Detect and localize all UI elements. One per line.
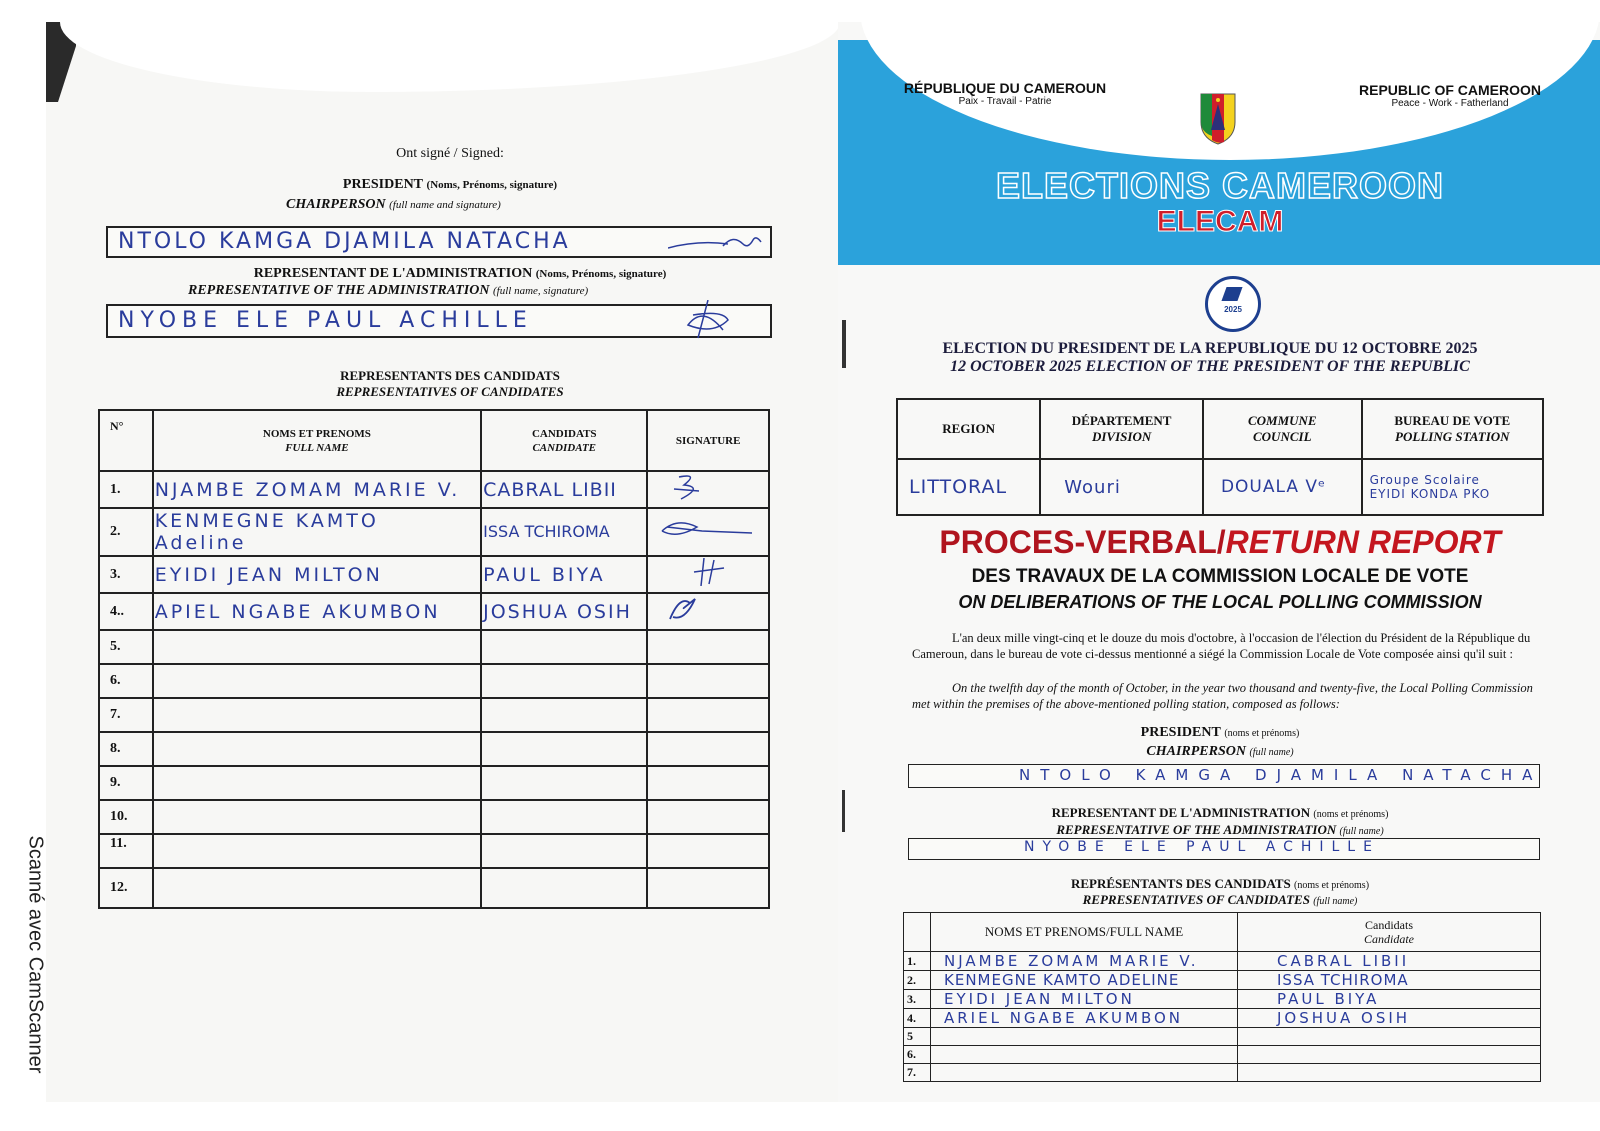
election-title-en: 12 OCTOBER 2025 ELECTION OF THE PRESIDENT OF THE REPUBLIC: [950, 358, 1470, 375]
table-row: [904, 1028, 1541, 1046]
chairperson-note-en: (full name and signature): [389, 199, 501, 211]
row-number: 3.: [904, 990, 931, 1009]
table-row: [99, 630, 769, 664]
chairperson-note-en: (full name): [1249, 747, 1294, 758]
candidate-cell[interactable]: [481, 664, 647, 698]
motto-en: Peace - Work - Fatherland: [1391, 98, 1509, 109]
polling-station-line1: Groupe Scolaire: [1369, 473, 1480, 487]
name-cell[interactable]: [153, 471, 481, 508]
signature-cell[interactable]: [647, 800, 769, 834]
camscanner-watermark: [10, 818, 47, 1098]
col-candidate: [481, 410, 647, 471]
right-candidates-title-en: [890, 892, 1550, 908]
candidate-cell[interactable]: [481, 508, 647, 556]
table-row: [99, 593, 769, 630]
report-title: [890, 524, 1550, 561]
election-title: [880, 340, 1540, 376]
candidate-cell[interactable]: [1238, 1064, 1541, 1082]
candidate-cell[interactable]: [481, 834, 647, 868]
polling-station-cell[interactable]: [1362, 459, 1543, 515]
table-row: [904, 1064, 1541, 1082]
intro-fr: L'an deux mille vingt-cinq et le douze du mois d'octobre, à l'occasion de l'élection du Président de la République du Cameroun, dans le bureau de vote ci-dessus mentionné a siégé la Commission Locale de Vote composée ainsi qu'il suit :: [912, 631, 1531, 661]
name-cell[interactable]: [153, 630, 481, 664]
col-council-en: COUNCIL: [1253, 429, 1312, 444]
president-note-fr: (Noms, Prénoms, signature): [426, 179, 558, 191]
signed-heading: [300, 146, 600, 162]
row-number: 10.: [99, 800, 153, 834]
col-full-name-en: FULL NAME: [285, 441, 349, 454]
table-header-row: [99, 410, 769, 471]
candidates-title-en: REPRESENTATIVES OF CANDIDATES: [1082, 892, 1310, 907]
signature-cell[interactable]: [647, 698, 769, 732]
row-number: 4..: [99, 593, 153, 630]
left-admin-name: NYOBE ELE PAUL ACHILLE: [118, 308, 533, 333]
admin-note-fr: (Noms, Prénoms, signature): [535, 268, 667, 280]
table-row: [99, 471, 769, 508]
row-number: 2.: [904, 971, 931, 990]
col-signature: SIGNATURE: [647, 410, 769, 471]
row-number: 1.: [904, 952, 931, 971]
location-header-row: [897, 399, 1543, 459]
country-en: REPUBLIC OF CAMEROON: [1359, 82, 1541, 98]
left-president-name: NTOLO KAMGA DJAMILA NATACHA: [118, 229, 571, 254]
signature-cell[interactable]: [647, 508, 769, 556]
name-cell[interactable]: [153, 664, 481, 698]
admin-title-en: REPRESENTATIVE OF THE ADMINISTRATION: [1056, 822, 1337, 837]
name-cell[interactable]: [931, 952, 1238, 971]
right-president-name: NTOLO KAMGA DJAMILA NATACHA: [1019, 766, 1543, 784]
name-cell[interactable]: [931, 1028, 1238, 1046]
table-row: [99, 800, 769, 834]
watermark-text: Scanné avec CamScanner: [24, 835, 47, 1074]
candidate-name: ISSA TCHIROMA: [483, 522, 610, 541]
table-row: [99, 834, 769, 868]
signature-icon: [669, 473, 709, 501]
name-cell[interactable]: [153, 766, 481, 800]
row-number: 6.: [904, 1046, 931, 1064]
row-number: 11.: [99, 834, 153, 868]
region-cell[interactable]: [897, 459, 1040, 515]
table-row: [904, 1009, 1541, 1028]
division-value: Wouri: [1064, 476, 1121, 498]
candidate-cell[interactable]: [1238, 1028, 1541, 1046]
candidate-cell[interactable]: [481, 698, 647, 732]
row-number: 7.: [99, 698, 153, 732]
candidate-cell[interactable]: [1238, 952, 1541, 971]
signature-icon: [689, 558, 729, 586]
name-cell[interactable]: [931, 1064, 1238, 1082]
candidate-cell[interactable]: [1238, 990, 1541, 1009]
candidate-cell[interactable]: [1238, 1009, 1541, 1028]
row-number: 1.: [99, 471, 153, 508]
polling-station-line2: EYIDI KONDA PKO: [1369, 487, 1491, 501]
admin-title-fr: REPRESENTANT DE L'ADMINISTRATION: [1051, 805, 1311, 820]
staple-top: [842, 320, 846, 368]
candidates-title-fr: REPRESENTANTS DES CANDIDATS: [340, 368, 560, 383]
col-number: N°: [99, 410, 153, 471]
rep-name: NJAMBE ZOMAM MARIE V.: [154, 478, 461, 501]
country-fr: RÉPUBLIQUE DU CAMEROUN: [903, 80, 1107, 96]
signature-icon: [665, 595, 705, 623]
left-admin-title-en: [188, 283, 688, 299]
chairperson-title-en: CHAIRPERSON: [1146, 744, 1246, 759]
election-title-fr: ELECTION DU PRESIDENT DE LA REPUBLIQUE DU 12 OCTOBRE 2025: [942, 340, 1478, 357]
rep-name: ARIEL NGABE AKUMBON: [944, 1009, 1184, 1027]
motto-fr: Paix - Travail - Patrie: [958, 96, 1052, 107]
col-candidate-en: Candidate: [1364, 932, 1414, 946]
candidate-cell[interactable]: [481, 732, 647, 766]
region-value: LITTORAL: [909, 476, 1008, 498]
candidates-title-en: REPRESENTATIVES OF CANDIDATES: [336, 384, 564, 399]
header-right-country: [1340, 82, 1560, 109]
right-candidates-title: [890, 876, 1550, 892]
name-cell[interactable]: [153, 698, 481, 732]
chairperson-title-en: CHAIRPERSON: [286, 197, 386, 212]
admin-title-en: REPRESENTATIVE OF THE ADMINISTRATION: [188, 283, 490, 298]
table-row: [99, 664, 769, 698]
right-admin-name: NYOBE ELE PAUL ACHILLE: [1024, 839, 1380, 855]
name-cell[interactable]: [153, 508, 481, 556]
candidate-cell[interactable]: [1238, 971, 1541, 990]
col-region: [897, 399, 1040, 459]
president-title-fr: PRESIDENT: [1140, 725, 1221, 740]
col-polling-fr: BUREAU DE VOTE: [1394, 413, 1511, 428]
council-cell[interactable]: [1203, 459, 1362, 515]
col-candidate-fr: CANDIDATS: [531, 427, 597, 440]
row-number: 5.: [99, 630, 153, 664]
rep-name: NJAMBE ZOMAM MARIE V.: [944, 952, 1199, 970]
right-admin-title-en: [890, 822, 1550, 838]
col-council-fr: COMMUNE: [1247, 413, 1317, 428]
signature-cell[interactable]: [647, 471, 769, 508]
row-number: 5: [904, 1028, 931, 1046]
row-number: 4.: [904, 1009, 931, 1028]
left-president-name-box[interactable]: [106, 226, 772, 258]
name-cell[interactable]: [153, 593, 481, 630]
admin-title-fr: REPRESENTANT DE L'ADMINISTRATION: [253, 266, 533, 281]
council-value: DOUALA Vᵉ: [1220, 477, 1327, 497]
signature-cell[interactable]: [647, 766, 769, 800]
election-seal-icon: [1205, 276, 1261, 332]
candidates-title-fr: REPRÉSENTANTS DES CANDIDATS: [1070, 876, 1291, 891]
signature-cell[interactable]: [647, 834, 769, 868]
right-admin-title: [890, 805, 1550, 821]
left-candidates-title: [200, 368, 700, 400]
cand-header-row: [904, 913, 1541, 952]
left-admin-title: [160, 266, 760, 282]
table-row: [904, 990, 1541, 1009]
signed-heading-text: Ont signé / Signed:: [396, 146, 504, 161]
col-full-name: NOMS ET PRENOMS/FULL NAME: [931, 913, 1238, 952]
coat-of-arms-icon: [1197, 86, 1239, 146]
admin-note-en: (full name, signature): [492, 285, 589, 297]
name-cell[interactable]: [931, 990, 1238, 1009]
col-council: [1203, 399, 1362, 459]
signature-cell[interactable]: [647, 664, 769, 698]
signature-cell[interactable]: [647, 868, 769, 908]
left-president-title: [180, 177, 720, 193]
report-title-en: RETURN REPORT: [1225, 524, 1501, 560]
col-division: [1040, 399, 1203, 459]
location-table: [896, 398, 1544, 516]
org-acronym: ELECAM: [1156, 205, 1284, 238]
rep-name: KENMEGNE KAMTO Adeline: [154, 510, 379, 554]
org-name: ELECTIONS CAMEROON: [995, 165, 1444, 206]
right-president-name-box[interactable]: [908, 764, 1543, 788]
candidate-cell[interactable]: [1238, 1046, 1541, 1064]
location-row: [897, 459, 1543, 515]
right-admin-name-box[interactable]: [908, 838, 1540, 860]
president-signature-icon: [668, 230, 768, 254]
admin-signature-icon: [683, 300, 733, 340]
candidate-name: ISSA TCHIROMA: [1277, 971, 1409, 989]
name-cell[interactable]: [153, 834, 481, 868]
staple-bottom: [842, 790, 845, 832]
table-row: [904, 1046, 1541, 1064]
name-cell[interactable]: [153, 732, 481, 766]
right-chairperson-title: [890, 744, 1550, 760]
left-chairperson-title: [286, 197, 726, 213]
candidate-name: JOSHUA OSIH: [483, 600, 632, 623]
name-cell[interactable]: [153, 800, 481, 834]
name-cell[interactable]: [153, 556, 481, 593]
report-subtitle-en: ON DELIBERATIONS OF THE LOCAL POLLING COMMISSION: [958, 592, 1482, 612]
name-cell[interactable]: [931, 1046, 1238, 1064]
col-full-name: [153, 410, 481, 471]
president-note-fr: (noms et prénoms): [1224, 728, 1300, 739]
col-division-fr: DÉPARTEMENT: [1071, 413, 1172, 428]
candidate-cell[interactable]: [481, 800, 647, 834]
table-row: [99, 732, 769, 766]
rep-name: KENMEGNE KAMTO ADELINE: [944, 971, 1180, 989]
row-number: 7.: [904, 1064, 931, 1082]
division-cell[interactable]: [1040, 459, 1203, 515]
row-number: 3.: [99, 556, 153, 593]
candidate-cell[interactable]: [481, 630, 647, 664]
intro-en: On the twelfth day of the month of October, in the year two thousand and twenty-five, the Local Polling Commission met within the premises of the above-mentioned polling station, composed as follows:: [912, 681, 1533, 711]
rep-name: EYIDI JEAN MILTON: [944, 990, 1135, 1008]
col-polling-en: POLLING STATION: [1395, 429, 1510, 444]
candidates-note-en: (full name): [1313, 896, 1358, 907]
signature-cell[interactable]: [647, 593, 769, 630]
row-number: 6.: [99, 664, 153, 698]
col-full-name-fr: NOMS ET PRENOMS: [262, 427, 371, 440]
table-row: [99, 556, 769, 593]
col-division-en: DIVISION: [1091, 429, 1152, 444]
col-candidate-en: CANDIDATE: [532, 441, 597, 454]
candidate-cell[interactable]: [481, 766, 647, 800]
candidate-name: PAUL BIYA: [1277, 990, 1380, 1008]
left-admin-name-box[interactable]: [106, 304, 772, 338]
name-cell[interactable]: [931, 971, 1238, 990]
president-title-fr: PRESIDENT: [342, 177, 424, 192]
report-title-fr: PROCES-VERBAL/: [939, 524, 1226, 560]
table-row: [99, 766, 769, 800]
right-candidates-table: [903, 912, 1541, 1082]
candidate-name: PAUL BIYA: [483, 563, 606, 586]
candidates-note-fr: (noms et prénoms): [1294, 880, 1370, 891]
left-representatives-table: [98, 409, 770, 909]
col-candidate: [1238, 913, 1541, 952]
candidate-cell[interactable]: [481, 471, 647, 508]
name-cell[interactable]: [153, 868, 481, 908]
col-polling-station: [1362, 399, 1543, 459]
table-row: [99, 508, 769, 556]
admin-note-en: (full name): [1339, 826, 1384, 837]
candidate-name: CABRAL LIBII: [483, 478, 617, 501]
signature-cell[interactable]: [647, 556, 769, 593]
table-row: [99, 698, 769, 732]
row-number: 8.: [99, 732, 153, 766]
table-row: [904, 952, 1541, 971]
rep-name: APIEL NGABE AKUMBON: [154, 600, 441, 623]
candidate-name: JOSHUA OSIH: [1277, 1009, 1411, 1027]
report-subtitle-fr: DES TRAVAUX DE LA COMMISSION LOCALE DE VOTE: [971, 566, 1469, 587]
signature-icon: [657, 517, 757, 543]
rep-name: EYIDI JEAN MILTON: [154, 563, 383, 586]
col-region-label: REGION: [942, 421, 995, 436]
table-row: [99, 868, 769, 908]
row-number: 12.: [99, 868, 153, 908]
name-cell[interactable]: [931, 1009, 1238, 1028]
candidate-cell[interactable]: [481, 556, 647, 593]
seal-year: 2025: [1224, 305, 1242, 314]
row-number: 9.: [99, 766, 153, 800]
candidate-name: CABRAL LIBII: [1277, 952, 1410, 970]
candidate-cell[interactable]: [481, 593, 647, 630]
header-left-country: [895, 80, 1115, 107]
candidate-cell[interactable]: [481, 868, 647, 908]
table-row: [904, 971, 1541, 990]
col-candidate-fr: Candidats: [1365, 918, 1413, 932]
row-number: 2.: [99, 508, 153, 556]
signature-cell[interactable]: [647, 630, 769, 664]
admin-note-fr: (noms et prénoms): [1313, 809, 1389, 820]
signature-cell[interactable]: [647, 732, 769, 766]
right-president-title: [890, 725, 1550, 741]
col-number: [904, 913, 931, 952]
